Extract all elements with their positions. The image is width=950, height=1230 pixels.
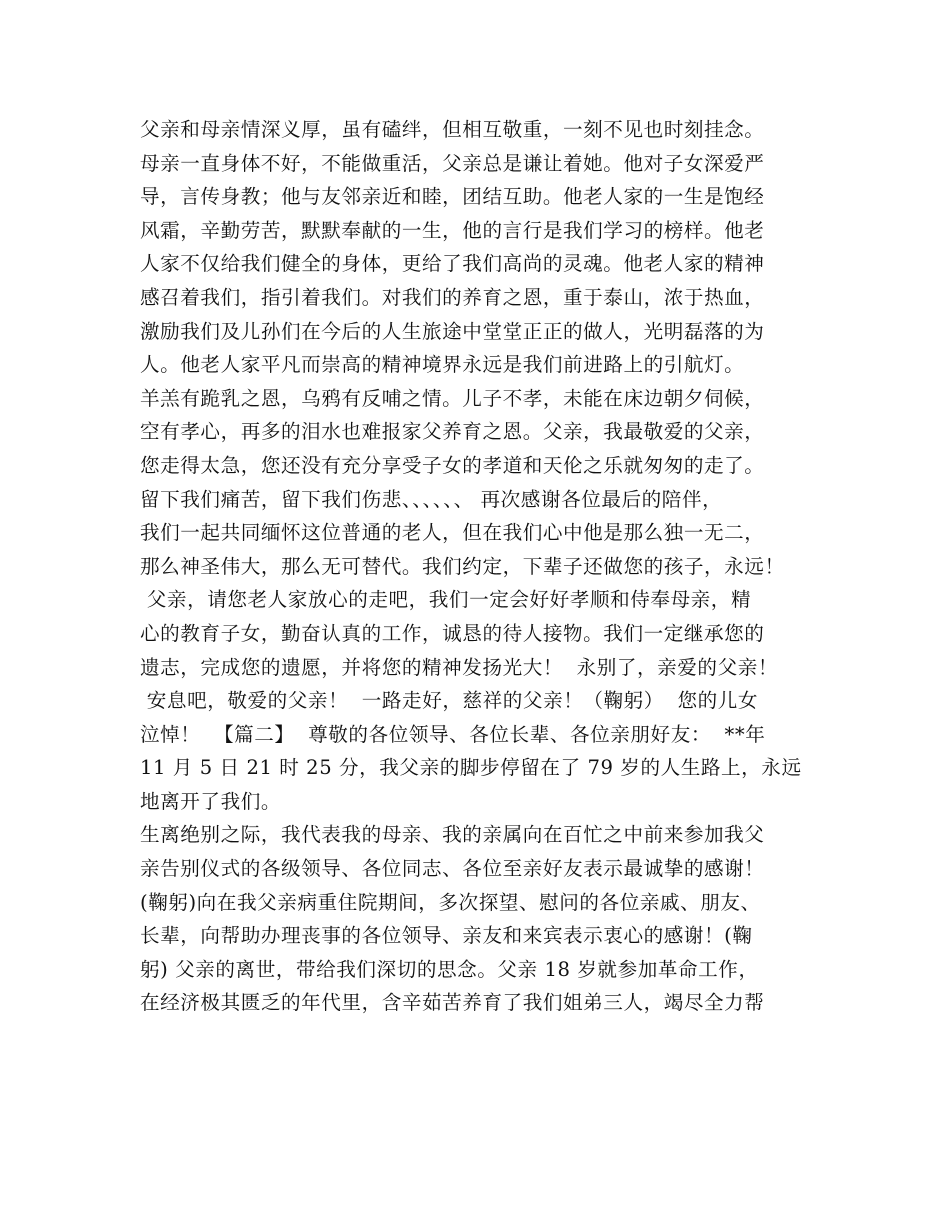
text-line: 导，言传身教；他与友邻亲近和睦，团结互助。他老人家的一生是饱经 [140,185,765,209]
text-line: 地离开了我们。 [140,789,282,813]
text-line: 那么神圣伟大，那么无可替代。我们约定，下辈子还做您的孩子，永远！ [140,554,785,578]
text-line: 母亲一直身体不好，不能做重活，父亲总是谦让着她。他对子女深爱严 [140,151,765,175]
text-line: 父亲，请您老人家放心的走吧，我们一定会好好孝顺和侍奉母亲，精 [140,588,752,612]
text-line: 人家不仅给我们健全的身体，更给了我们高尚的灵魂。他老人家的精神 [140,252,765,276]
text-line: 激励我们及儿孙们在今后的人生旅途中堂堂正正的做人，光明磊落的为 [140,319,765,343]
text-line: 躬) 父亲的离世，带给我们深切的思念。父亲 18 岁就参加革命工作， [140,957,759,981]
text-line: 人。他老人家平凡而崇高的精神境界永远是我们前进路上的引航灯。 [140,353,745,377]
text-line: 心的教育子女，勤奋认真的工作，诚恳的待人接物。我们一定继承您的 [140,621,765,645]
text-line: 生离绝别之际，我代表我的母亲、我的亲属向在百忙之中前来参加我父 [140,823,765,847]
text-line: 感召着我们，指引着我们。对我们的养育之恩，重于泰山，浓于热血， [140,285,765,309]
text-line: (鞠躬)向在我父亲病重住院期间，多次探望、慰问的各位亲戚、朋友、 [140,890,761,914]
text-line: 安息吧，敬爱的父亲！ 一路走好，慈祥的父亲！（鞠躬） 您的儿女 [140,689,759,713]
text-line: 您走得太急，您还没有充分享受子女的孝道和天伦之乐就匆匆的走了。 [140,453,765,477]
text-line: 泣悼！ 【篇二】 尊敬的各位领导、各位长辈、各位亲朋好友： **年 [140,722,766,746]
text-line: 长辈，向帮助办理丧事的各位领导、亲友和来宾表示衷心的感谢！(鞠 [140,924,753,948]
text-line: 亲告别仪式的各级领导、各位同志、各位至亲好友表示最诚挚的感谢！ [140,857,765,881]
text-line: 风霜，辛勤劳苦，默默奉献的一生，他的言行是我们学习的榜样。他老 [140,218,765,242]
document-body [140,113,840,1020]
text-line: 在经济极其匮乏的年代里，含辛茹苦养育了我们姐弟三人，竭尽全力帮 [140,991,765,1015]
text-line: 11 月 5 日 21 时 25 分，我父亲的脚步停留在了 79 岁的人生路上，永远 [140,756,802,780]
text-line: 羊羔有跪乳之恩，乌鸦有反哺之情。儿子不孝，未能在床边朝夕伺候， [140,386,765,410]
text-line: 留下我们痛苦，留下我们伤悲、、、、、、 再次感谢各位最后的陪伴， [140,487,723,511]
text-line: 遗志，完成您的遗愿，并将您的精神发扬光大！ 永别了，亲爱的父亲！ [140,655,779,679]
text-line: 父亲和母亲情深义厚，虽有磕绊，但相互敬重，一刻不见也时刻挂念。 [140,118,765,141]
text-line: 空有孝心，再多的泪水也难报家父养育之恩。父亲，我最敬爱的父亲， [140,420,765,444]
text-line: 我们一起共同缅怀这位普通的老人，但在我们心中他是那么独一无二， [140,521,765,545]
